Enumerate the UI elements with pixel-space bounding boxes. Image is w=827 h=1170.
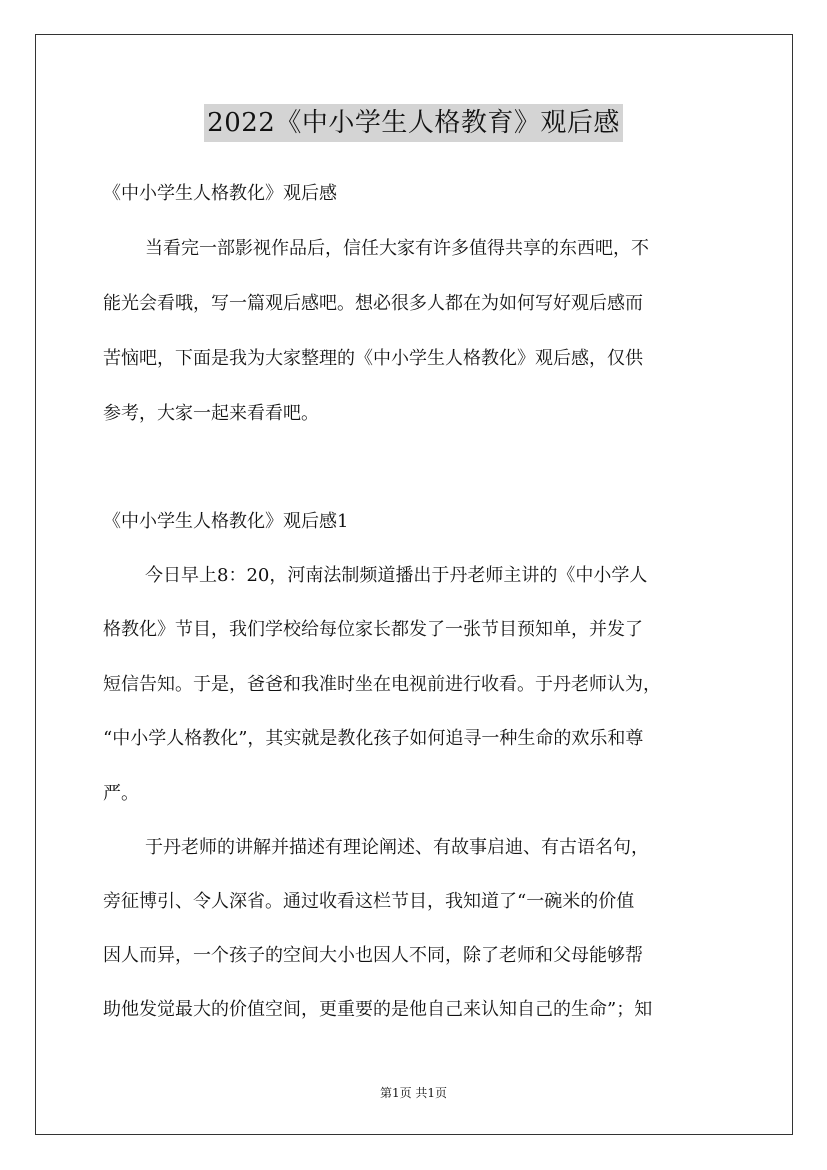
paragraph-line: 助他发觉最大的价值空间，更重要的是他自己来认知自己的生命”；知 bbox=[103, 999, 653, 1020]
paragraph-line: 于丹老师的讲解并描述有理论阐述、有故事启迪、有古语名句， bbox=[145, 837, 649, 858]
paragraph-line: 严。 bbox=[103, 783, 139, 804]
intro-line: 能光会看哦，写一篇观后感吧。想必很多人都在为如何写好观后感而 bbox=[103, 293, 643, 314]
section-heading: 《中小学生人格教化》观后感1 bbox=[103, 511, 349, 532]
paragraph-line: “中小学人格教化”，其实就是教化孩子如何追寻一种生命的欢乐和尊 bbox=[103, 728, 644, 749]
subtitle: 《中小学生人格教化》观后感 bbox=[103, 183, 337, 204]
paragraph-line: 今日早上8：20，河南法制频道播出于丹老师主讲的《中小学人 bbox=[145, 565, 648, 586]
intro-line: 参考，大家一起来看看吧。 bbox=[103, 403, 319, 424]
paragraph-line: 因人而异，一个孩子的空间大小也因人不同，除了老师和父母能够帮 bbox=[103, 945, 643, 966]
paragraph-line: 旁征博引、令人深省。通过收看这栏节目，我知道了“一碗米的价值 bbox=[103, 891, 635, 912]
title-container bbox=[0, 104, 827, 142]
intro-line: 苦恼吧，下面是我为大家整理的《中小学生人格教化》观后感，仅供 bbox=[103, 348, 643, 369]
intro-line: 当看完一部影视作品后，信任大家有许多值得共享的东西吧，不 bbox=[145, 238, 649, 259]
page-number: 第1页 共1页 bbox=[379, 1086, 448, 1100]
paragraph-line: 格教化》节目，我们学校给每位家长都发了一张节目预知单，并发了 bbox=[103, 619, 643, 640]
document-title: 2022《中小学生人格教育》观后感 bbox=[204, 104, 623, 142]
paragraph-line: 短信告知。于是，爸爸和我准时坐在电视前进行收看。于丹老师认为， bbox=[103, 674, 661, 695]
page-footer bbox=[0, 1085, 827, 1101]
